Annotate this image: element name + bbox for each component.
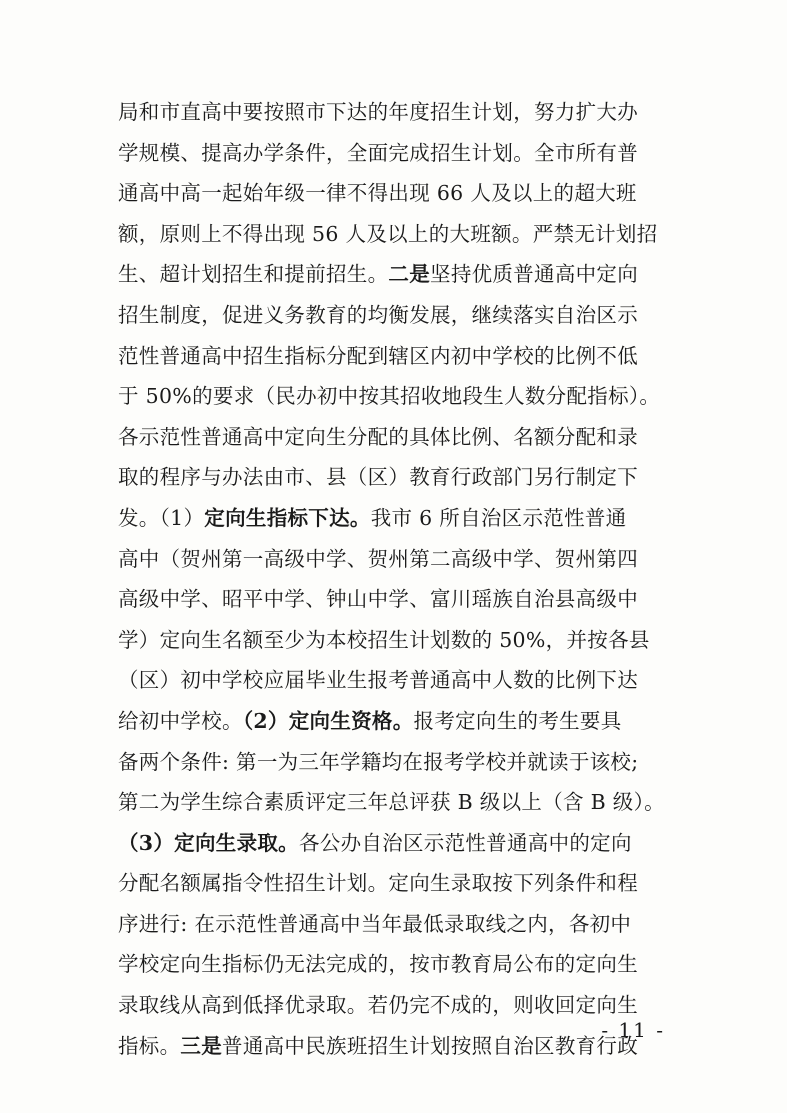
text-segment: 学）定向生名额至少为本校招生计划数的 50%，并按各县 — [118, 627, 650, 652]
text-segment: 取的程序与办法由市、县（区）教育行政部门另行制定下 — [118, 465, 638, 490]
page-number: - 11 - — [601, 1018, 665, 1042]
body-text — [118, 92, 678, 1066]
text-segment: 学规模、提高办学条件，全面完成招生计划。全市所有普 — [118, 140, 638, 165]
text-segment: 给初中学校。 — [118, 708, 243, 733]
text-line — [118, 985, 678, 1026]
text-segment: 录取线从高到低择优录取。若仍完不成的，则收回定向生 — [118, 993, 638, 1018]
text-line — [118, 539, 678, 580]
text-segment: 我市 6 所自治区示范性普通 — [370, 505, 627, 530]
bold-text-segment: （2）定向生资格。 — [242, 708, 414, 733]
text-segment: 分配名额属指令性招生计划。定向生录取按下列条件和程 — [118, 871, 638, 896]
text-line — [118, 863, 678, 904]
text-line — [118, 92, 678, 133]
text-line — [118, 336, 678, 377]
text-line — [118, 295, 678, 336]
bold-text-segment: 二是 — [388, 262, 431, 287]
text-segment: 局和市直高中要按照市下达的年度招生计划，努力扩大办 — [118, 100, 638, 124]
text-segment: 发。（1） — [118, 505, 205, 530]
text-line — [118, 944, 678, 985]
text-segment: 各公办自治区示范性普通高中的定向 — [298, 830, 632, 855]
text-line — [118, 173, 678, 214]
text-segment: 招生制度，促进义务教育的均衡发展，继续落实自治区示 — [118, 302, 638, 327]
text-segment: 高中（贺州第一高级中学、贺州第二高级中学、贺州第四 — [118, 546, 638, 571]
text-line — [118, 620, 678, 661]
text-segment: 学校定向生指标仍无法完成的，按市教育局公布的定向生 — [118, 952, 638, 977]
text-line — [118, 660, 678, 701]
text-segment: 指标。 — [118, 1033, 181, 1058]
text-line — [118, 254, 678, 295]
bold-text-segment: 定向生指标下达。 — [204, 505, 371, 530]
text-line — [118, 133, 678, 174]
text-segment: 序进行: 在示范性普通高中当年最低录取线之内，各初中 — [118, 911, 632, 936]
text-line — [118, 742, 678, 783]
text-segment: 通高中高一起始年级一律不得出现 66 人及以上的超大班 — [118, 181, 637, 206]
bold-text-segment: 三是 — [180, 1033, 223, 1058]
text-line — [118, 579, 678, 620]
text-line — [118, 782, 678, 823]
text-line — [118, 701, 678, 742]
text-segment: 第二为学生综合素质评定三年总评获 B 级以上（含 B 级）。 — [118, 790, 665, 815]
text-segment: 高级中学、昭平中学、钟山中学、富川瑶族自治县高级中 — [118, 587, 638, 612]
text-line — [118, 417, 678, 458]
text-segment: 备两个条件: 第一为三年学籍均在报考学校并就读于该校; — [118, 749, 639, 774]
text-line — [118, 904, 678, 945]
text-segment: 生、超计划招生和提前招生。 — [118, 262, 389, 287]
text-line — [118, 823, 678, 864]
text-line — [118, 1026, 678, 1067]
text-segment: 普通高中民族班招生计划按照自治区教育行政 — [222, 1033, 639, 1058]
text-segment: 报考定向生的考生要具 — [413, 708, 622, 733]
text-segment: （区）初中学校应届毕业生报考普通高中人数的比例下达 — [118, 668, 638, 693]
text-segment: 各示范性普通高中定向生分配的具体比例、名额分配和录 — [118, 424, 638, 449]
text-segment: 额，原则上不得出现 56 人及以上的大班额。严禁无计划招 — [118, 221, 658, 246]
text-segment: 范性普通高中招生指标分配到辖区内初中学校的比例不低 — [118, 343, 638, 368]
text-line — [118, 457, 678, 498]
text-line — [118, 376, 678, 417]
bold-text-segment: （3）定向生录取。 — [118, 830, 299, 855]
text-line — [118, 214, 678, 255]
text-segment: 坚持优质普通高中定向 — [430, 262, 639, 287]
text-line — [118, 498, 678, 539]
text-segment: 于 50%的要求（民办初中按其招收地段生人数分配指标）。 — [118, 384, 661, 409]
